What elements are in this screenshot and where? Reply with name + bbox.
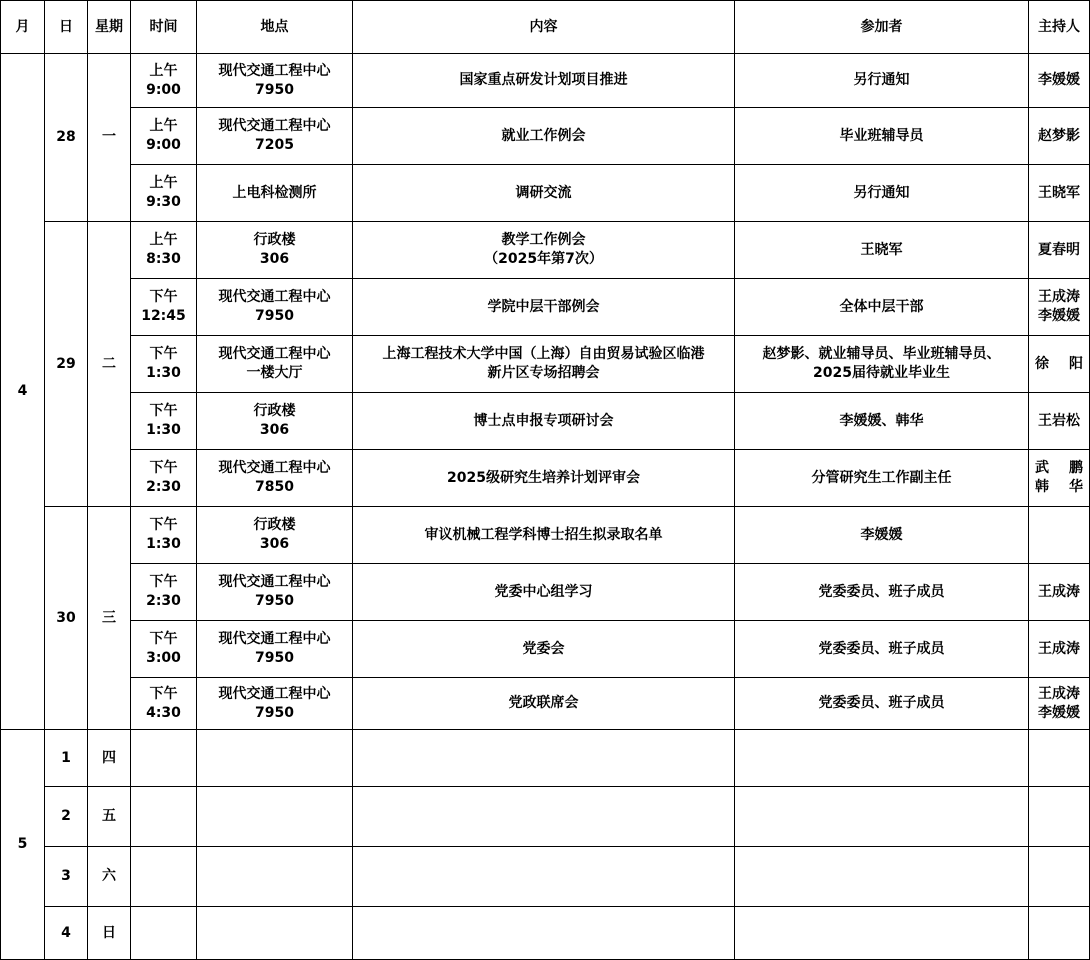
weekday-cell: 日 xyxy=(88,907,131,960)
attendees-cell xyxy=(735,165,1029,222)
place-cell-line: 现代交通工程中心 xyxy=(218,460,331,476)
place-cell xyxy=(197,393,353,450)
attendees-cell-line: 另行通知 xyxy=(853,72,910,88)
time-cell-line: 上午 xyxy=(149,175,178,191)
host-cell xyxy=(1029,787,1090,847)
table-row xyxy=(1,108,1090,165)
time-cell xyxy=(131,108,197,165)
host-cell xyxy=(1029,907,1090,960)
content-cell-line: 上海工程技术大学中国（上海）自由贸易试验区临港 xyxy=(382,346,705,362)
attendees-cell xyxy=(735,279,1029,336)
content-cell-line: 党委中心组学习 xyxy=(494,583,593,600)
time-cell xyxy=(131,54,197,108)
attendees-cell xyxy=(735,450,1029,507)
header-month: 月 xyxy=(1,1,45,54)
host-cell-line: 王成涛 xyxy=(1038,640,1080,657)
place-cell-line: 现代交通工程中心 xyxy=(218,631,331,647)
weekday-cell: 五 xyxy=(88,787,131,847)
time-cell xyxy=(131,564,197,621)
table-row xyxy=(1,165,1090,222)
month-cell: 5 xyxy=(1,730,45,960)
day-cell: 1 xyxy=(45,730,88,787)
host-cell xyxy=(1029,450,1090,507)
time-cell xyxy=(131,450,197,507)
host-cell xyxy=(1029,54,1090,108)
content-cell xyxy=(353,564,735,621)
attendees-cell xyxy=(735,507,1029,564)
host-cell xyxy=(1029,222,1090,279)
attendees-cell xyxy=(735,621,1029,678)
content-cell xyxy=(353,730,735,787)
attendees-cell-line: 李媛媛、韩华 xyxy=(839,412,924,429)
attendees-cell xyxy=(735,222,1029,279)
table-row xyxy=(1,54,1090,108)
time-cell-line: 上午 xyxy=(149,232,178,248)
attendees-cell-line: 毕业班辅导员 xyxy=(839,127,924,144)
place-cell xyxy=(197,222,353,279)
place-cell-line: 7850 xyxy=(255,479,294,495)
header-time: 时间 xyxy=(131,1,197,54)
time-cell-line: 1:30 xyxy=(146,422,181,438)
content-cell-line: 调研交流 xyxy=(515,184,572,201)
header-content: 内容 xyxy=(353,1,735,54)
attendees-cell-line: 另行通知 xyxy=(853,184,910,201)
host-cell-line: 王成涛 xyxy=(1038,583,1080,600)
time-cell-line: 下午 xyxy=(149,346,178,362)
day-cell: 29 xyxy=(45,222,88,507)
time-cell xyxy=(131,336,197,393)
time-cell-line: 下午 xyxy=(149,460,178,476)
content-cell xyxy=(353,847,735,907)
attendees-cell xyxy=(735,907,1029,960)
content-cell xyxy=(353,678,735,730)
host-cell xyxy=(1029,393,1090,450)
place-cell-line: 现代交通工程中心 xyxy=(218,346,331,362)
place-cell xyxy=(197,730,353,787)
place-cell xyxy=(197,847,353,907)
host-cell-line: 韩华 xyxy=(1035,479,1083,495)
schedule-body xyxy=(1,54,1090,960)
attendees-cell-line: 全体中层干部 xyxy=(839,298,924,315)
time-cell-line: 下午 xyxy=(149,517,178,533)
content-cell xyxy=(353,222,735,279)
place-cell xyxy=(197,450,353,507)
place-cell xyxy=(197,621,353,678)
attendees-cell xyxy=(735,393,1029,450)
place-cell-line: 上电科检测所 xyxy=(232,184,317,201)
time-cell xyxy=(131,165,197,222)
time-cell xyxy=(131,393,197,450)
host-cell-line: 李媛媛 xyxy=(1038,704,1080,721)
content-cell-line: 党政联席会 xyxy=(508,695,579,711)
place-cell-line: 7950 xyxy=(255,81,294,98)
host-cell xyxy=(1029,564,1090,621)
place-cell-line: 306 xyxy=(259,422,290,438)
content-cell xyxy=(353,279,735,336)
day-cell: 4 xyxy=(45,907,88,960)
time-cell-line: 3:00 xyxy=(146,650,181,666)
table-row xyxy=(1,621,1090,678)
day-cell: 28 xyxy=(45,54,88,222)
host-cell xyxy=(1029,165,1090,222)
place-cell-line: 7950 xyxy=(255,593,294,609)
place-cell-line: 一楼大厅 xyxy=(246,365,303,381)
attendees-cell xyxy=(735,336,1029,393)
content-cell-line: 党委会 xyxy=(522,640,565,657)
time-cell xyxy=(131,507,197,564)
header-weekday: 星期 xyxy=(88,1,131,54)
content-cell xyxy=(353,393,735,450)
time-cell xyxy=(131,222,197,279)
time-cell-line: 12:45 xyxy=(141,308,186,324)
host-cell-line: 李媛媛 xyxy=(1038,72,1080,88)
time-cell xyxy=(131,907,197,960)
place-cell-line: 7950 xyxy=(255,650,294,666)
host-cell xyxy=(1029,336,1090,393)
place-cell-line: 现代交通工程中心 xyxy=(218,574,331,590)
header-day: 日 xyxy=(45,1,88,54)
content-cell-line: （2025年第7次） xyxy=(484,251,603,267)
host-cell xyxy=(1029,730,1090,787)
host-cell-line: 王晓军 xyxy=(1038,184,1080,201)
content-cell xyxy=(353,907,735,960)
time-cell xyxy=(131,847,197,907)
time-cell xyxy=(131,730,197,787)
place-cell-line: 7950 xyxy=(255,308,294,324)
time-cell-line: 1:30 xyxy=(146,536,181,552)
place-cell xyxy=(197,165,353,222)
content-cell-line: 国家重点研发计划项目推进 xyxy=(459,72,628,88)
attendees-cell-line: 2025届待就业毕业生 xyxy=(813,365,950,381)
place-cell-line: 现代交通工程中心 xyxy=(218,289,331,305)
time-cell-line: 4:30 xyxy=(146,704,181,721)
host-cell-line: 王岩松 xyxy=(1038,412,1080,429)
header-attendees: 参加者 xyxy=(735,1,1029,54)
place-cell xyxy=(197,54,353,108)
table-row xyxy=(1,787,1090,847)
time-cell xyxy=(131,678,197,730)
time-cell-line: 8:30 xyxy=(146,251,181,267)
content-cell-line: 2025级研究生培养计划评审会 xyxy=(447,469,640,486)
attendees-cell xyxy=(735,108,1029,165)
time-cell-line: 下午 xyxy=(149,631,178,647)
content-cell-line: 审议机械工程学科博士招生拟录取名单 xyxy=(424,526,663,543)
time-cell-line: 上午 xyxy=(149,62,178,79)
table-row xyxy=(1,907,1090,960)
time-cell-line: 1:30 xyxy=(146,365,181,381)
table-row xyxy=(1,564,1090,621)
weekday-cell: 三 xyxy=(88,507,131,730)
time-cell-line: 上午 xyxy=(149,118,178,134)
attendees-cell-line: 赵梦影、就业辅导员、毕业班辅导员、 xyxy=(762,346,1001,362)
content-cell xyxy=(353,54,735,108)
time-cell-line: 2:30 xyxy=(146,593,181,609)
place-cell xyxy=(197,108,353,165)
table-row xyxy=(1,678,1090,730)
table-row xyxy=(1,847,1090,907)
place-cell-line: 306 xyxy=(259,536,290,552)
time-cell-line: 9:30 xyxy=(146,194,181,210)
place-cell xyxy=(197,279,353,336)
host-cell-line: 王成涛 xyxy=(1038,289,1080,305)
place-cell xyxy=(197,336,353,393)
time-cell-line: 9:00 xyxy=(146,81,181,98)
weekday-cell: 一 xyxy=(88,54,131,222)
month-cell: 4 xyxy=(1,54,45,730)
host-cell-line: 王成涛 xyxy=(1038,685,1080,702)
attendees-cell-line: 党委委员、班子成员 xyxy=(818,583,945,600)
time-cell xyxy=(131,279,197,336)
header-host: 主持人 xyxy=(1029,1,1090,54)
table-row xyxy=(1,450,1090,507)
time-cell-line: 下午 xyxy=(149,574,178,590)
place-cell-line: 现代交通工程中心 xyxy=(218,685,331,702)
time-cell-line: 下午 xyxy=(149,685,178,702)
content-cell xyxy=(353,108,735,165)
place-cell xyxy=(197,907,353,960)
content-cell-line: 新片区专场招聘会 xyxy=(487,365,600,381)
host-cell xyxy=(1029,507,1090,564)
header-row xyxy=(1,1,1090,54)
host-cell xyxy=(1029,279,1090,336)
place-cell-line: 7205 xyxy=(255,137,294,153)
day-cell: 2 xyxy=(45,787,88,847)
content-cell xyxy=(353,336,735,393)
attendees-cell xyxy=(735,787,1029,847)
attendees-cell-line: 分管研究生工作副主任 xyxy=(811,469,952,486)
day-cell: 3 xyxy=(45,847,88,907)
header-place: 地点 xyxy=(197,1,353,54)
host-cell-line: 赵梦影 xyxy=(1038,127,1080,144)
day-cell: 30 xyxy=(45,507,88,730)
place-cell-line: 行政楼 xyxy=(253,232,296,248)
place-cell-line: 行政楼 xyxy=(253,403,296,419)
place-cell xyxy=(197,507,353,564)
weekday-cell: 二 xyxy=(88,222,131,507)
host-cell-line: 武鹏 xyxy=(1035,460,1083,476)
time-cell-line: 9:00 xyxy=(146,137,181,153)
content-cell-line: 教学工作例会 xyxy=(501,232,586,248)
time-cell xyxy=(131,621,197,678)
weekday-cell: 六 xyxy=(88,847,131,907)
attendees-cell-line: 李媛媛 xyxy=(860,526,903,543)
table-row xyxy=(1,393,1090,450)
table-row xyxy=(1,507,1090,564)
content-cell-line: 学院中层干部例会 xyxy=(487,298,600,315)
table-row xyxy=(1,222,1090,279)
place-cell-line: 306 xyxy=(259,251,290,267)
attendees-cell-line: 王晓军 xyxy=(860,241,903,258)
place-cell xyxy=(197,678,353,730)
place-cell-line: 7950 xyxy=(255,704,294,721)
content-cell xyxy=(353,621,735,678)
host-cell xyxy=(1029,847,1090,907)
table-row xyxy=(1,336,1090,393)
time-cell xyxy=(131,787,197,847)
attendees-cell-line: 党委委员、班子成员 xyxy=(818,640,945,657)
attendees-cell xyxy=(735,730,1029,787)
content-cell xyxy=(353,787,735,847)
table-row xyxy=(1,279,1090,336)
content-cell xyxy=(353,507,735,564)
place-cell-line: 行政楼 xyxy=(253,517,296,533)
content-cell-line: 就业工作例会 xyxy=(501,127,586,144)
place-cell-line: 现代交通工程中心 xyxy=(218,118,331,134)
time-cell-line: 下午 xyxy=(149,403,178,419)
attendees-cell xyxy=(735,564,1029,621)
attendees-cell-line: 党委委员、班子成员 xyxy=(818,695,945,711)
content-cell xyxy=(353,165,735,222)
place-cell-line: 现代交通工程中心 xyxy=(218,62,331,79)
content-cell-line: 博士点申报专项研讨会 xyxy=(473,412,614,429)
attendees-cell xyxy=(735,847,1029,907)
weekday-cell: 四 xyxy=(88,730,131,787)
attendees-cell xyxy=(735,54,1029,108)
place-cell xyxy=(197,787,353,847)
host-cell xyxy=(1029,108,1090,165)
host-cell-line: 夏春明 xyxy=(1038,241,1080,258)
time-cell-line: 下午 xyxy=(149,289,178,305)
host-cell-line: 李媛媛 xyxy=(1038,308,1080,324)
time-cell-line: 2:30 xyxy=(146,479,181,495)
host-cell xyxy=(1029,621,1090,678)
host-cell-line: 徐阳 xyxy=(1035,355,1083,372)
place-cell xyxy=(197,564,353,621)
content-cell xyxy=(353,450,735,507)
host-cell xyxy=(1029,678,1090,730)
attendees-cell xyxy=(735,678,1029,730)
table-row xyxy=(1,730,1090,787)
